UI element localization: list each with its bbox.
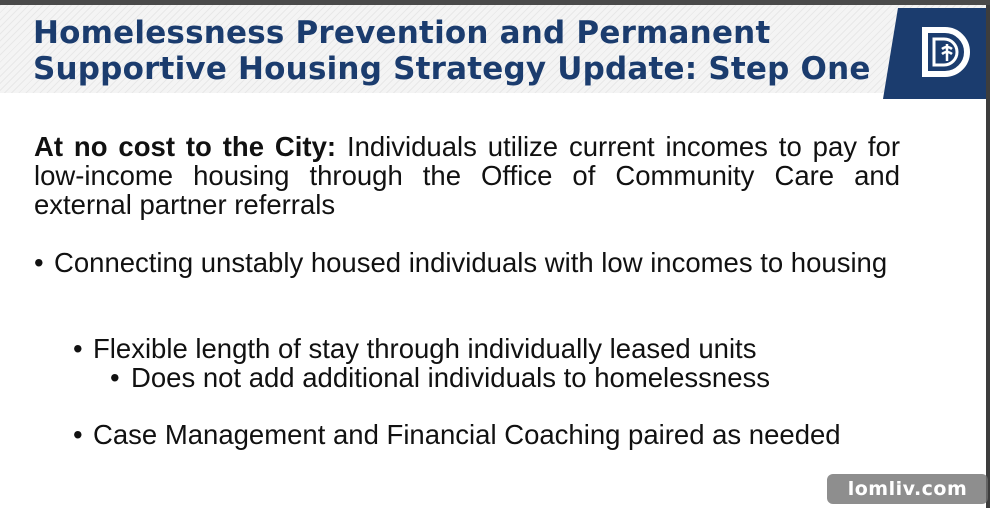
sub-bullet-item [73, 334, 903, 363]
slide-title-line-1: Homelessness Prevention and Permanent [33, 15, 771, 51]
logo-tab [883, 8, 990, 99]
dallas-city-logo-icon [919, 24, 975, 80]
bullet-dot: • [73, 419, 83, 450]
bullet-dot: • [73, 333, 83, 364]
bullet-text: Connecting unstably housed individuals with low incomes to housing [54, 247, 888, 278]
watermark-badge: lomliv.com [827, 474, 988, 504]
sub-bullet-item [73, 420, 903, 449]
bullet-dot: • [110, 362, 120, 393]
slide-header [0, 5, 990, 93]
bullet-item [34, 248, 902, 277]
intro-paragraph [34, 132, 900, 219]
bullet-text: Flexible length of stay through individually leased units [93, 333, 757, 364]
bullet-text: Does not add additional individuals to homelessness [131, 362, 771, 393]
intro-lead: At no cost to the City: [34, 131, 337, 162]
bullet-text: Case Management and Financial Coaching paired as needed [93, 419, 841, 450]
bullet-dot: • [34, 247, 44, 278]
right-border [986, 5, 990, 508]
sub-sub-bullet-item [110, 363, 900, 392]
intro-text: Individuals utilize current incomes to pay for low-income housing through the Office of Community Care and external partner referrals [34, 131, 900, 220]
slide-title-line-2: Supportive Housing Strategy Update: Step One [33, 51, 871, 87]
slide-title [33, 15, 871, 87]
